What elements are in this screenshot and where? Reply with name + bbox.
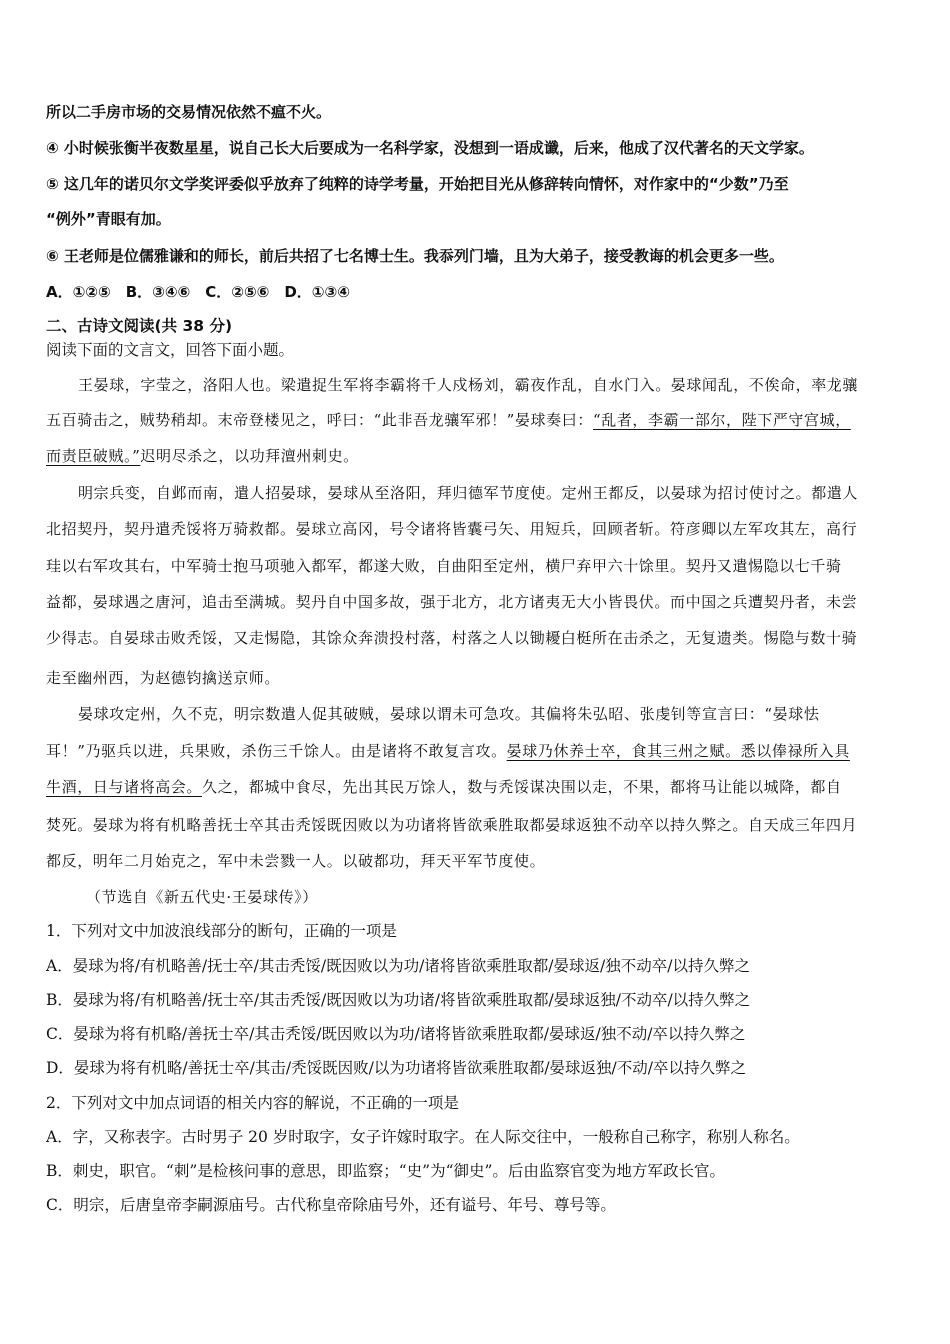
passage-p1-line3 <box>46 446 359 466</box>
question-1-option-d: D．晏球为将有机略/善抚士卒/其击/秃馁既因败/以为功诸将皆欲乘胜取都/晏球返独/不动/卒以持久弊之 <box>46 1059 746 1077</box>
passage-source: （节选自《新五代史·王晏球传》） <box>86 888 318 906</box>
wavy-underlined-text: “乱者，李霸一部尔，陛下严守宫城， <box>592 411 851 429</box>
passage-p2-line4: 益都，晏球遇之唐河，追击至满城。契丹自中国多故，强于北方，北方诸夷无大小皆畏伏。而中国之兵遭契丹者，未尝 <box>46 593 858 611</box>
passage-p2-line2: 北招契丹，契丹遣秃馁将万骑救都。晏球立高冈，号令诸将皆囊弓矢、用短兵，回顾者斩。符彦卿以左军攻其左，高行 <box>46 520 858 538</box>
section-heading: 二、古诗文阅读(共 38 分) <box>46 317 233 335</box>
passage-text: 久之，都城中食尽，先出其民万馀人，数与秃馁谋决围以走，不果，都将马让能以城降，都自 <box>202 778 842 796</box>
question-1-option-c: C．晏球为将有机略/善抚士卒/其击秃馁/既因败以为功/诸将皆欲乘胜取都/晏球返/独不动/卒以持久弊之 <box>46 1025 746 1043</box>
question-1-option-a: A．晏球为将/有机略善/抚士卒/其击秃馁/既因败以为功/诸将皆欲乘胜取都/晏球返/独不动卒/以持久弊之 <box>46 957 750 975</box>
passage-text: 耳！”乃驱兵以进，兵果败，杀伤三千馀人。由是诸将不敢复言攻。 <box>46 742 507 760</box>
question-2-option-a: A．字，又称表字。古时男子 20 岁时取字，女子许嫁时取字。在人际交往中，一般称自己称字，称别人称名。 <box>46 1128 800 1146</box>
question-2-option-c: C．明宗，后唐皇帝李嗣源庙号。古代称皇帝除庙号外，还有谥号、年号、尊号等。 <box>46 1196 616 1214</box>
question-2-option-b: B．刺史，职官。“刺”是检核问事的意思，即监察；“史”为“御史”。后由监察官变为地方军政长官。 <box>46 1162 725 1180</box>
passage-p3-line1: 晏球攻定州，久不克，明宗数遣人促其破贼，晏球以谓未可急攻。其偏将朱弘昭、张虔钊等宣言曰：“晏球怯 <box>78 705 820 723</box>
passage-p2-line3: 珪以右军攻其右，中军骑士抱马项驰入都军，都遂大败，自曲阳至定州，横尸弃甲六十馀里。契丹又遣惕隐以七千骑 <box>46 557 842 575</box>
sentence-item-5-line1: ⑤ 这几年的诺贝尔文学奖评委似乎放弃了纯粹的诗学考量，开始把目光从修辞转向情怀，对作家中的“少数”乃至 <box>46 175 789 193</box>
passage-p1-line2 <box>46 410 851 430</box>
underlined-text: 晏球乃休养士卒，食其三州之赋。悉以俸禄所入具 <box>506 742 850 760</box>
question-1-stem: 1．下列对文中加波浪线部分的断句，正确的一项是 <box>46 922 397 940</box>
passage-p2-line1: 明宗兵变，自邺而南，遣人招晏球，晏球从至洛阳，拜归德军节度使。定州王都反，以晏球为招讨使讨之。都遣人 <box>78 484 859 502</box>
sentence-item-4: ④ 小时候张衡半夜数星星，说自己长大后要成为一名科学家，没想到一语成谶，后来，他成了汉代著名的天文学家。 <box>46 139 814 157</box>
passage-p2-line6: 走至幽州西，为赵德钧擒送京师。 <box>46 669 281 687</box>
answer-options: A．①②⑤ B．③④⑥ C．②⑤⑥ D．①③④ <box>46 283 350 301</box>
underlined-text: 牛酒，日与诸将高会。 <box>46 778 203 796</box>
wavy-underlined-text: 而责臣破贼。” <box>46 447 141 465</box>
passage-text: 五百骑击之，贼势稍却。末帝登楼见之，呼曰：“此非吾龙骧军邪！”晏球奏曰： <box>46 411 593 429</box>
question-2-stem: 2．下列对文中加点词语的相关内容的解说，不正确的一项是 <box>46 1094 459 1112</box>
passage-p3-line5: 都反，明年二月始克之，军中未尝戮一人。以破都功，拜天平军节度使。 <box>46 852 546 870</box>
question-1-option-b: B．晏球为将/有机略善/抚士卒/其击秃馁/既因败以为功诸/将皆欲乘胜取都/晏球返独/不动卒/以持久弊之 <box>46 991 751 1009</box>
passage-p2-line5: 少得志。自晏球击败秃馁，又走惕隐，其馀众奔溃投村落，村落之人以锄耰白梃所在击杀之，无复遗类。惕隐与数十骑 <box>46 629 858 647</box>
passage-p1-line1: 王晏球，字莹之，洛阳人也。梁遣捉生军将李霸将千人戍杨刘，霸夜作乱，自水门入。晏球闻乱，不俟命，率龙骧 <box>78 376 859 394</box>
passage-text: 迟明尽杀之，以功拜澶州刺史。 <box>140 447 359 465</box>
sentence-item-6: ⑥ 王老师是位儒雅谦和的师长，前后共招了七名博士生。我忝列门墙，且为大弟子，接受教诲的机会更多一些。 <box>46 247 784 265</box>
reading-instruction: 阅读下面的文言文，回答下面小题。 <box>46 341 295 359</box>
passage-p3-line4: 焚死。晏球为将有机略善抚士卒其击秃馁既因败以为功诸将皆欲乘胜取都晏球返独不动卒以持久弊之。自天成三年四月 <box>46 816 858 834</box>
passage-p3-line2 <box>46 741 850 761</box>
passage-p3-line3 <box>46 777 842 797</box>
text-line-intro: 所以二手房市场的交易情况依然不瘟不火。 <box>46 103 332 121</box>
sentence-item-5-line2: “例外”青眼有加。 <box>46 210 171 228</box>
